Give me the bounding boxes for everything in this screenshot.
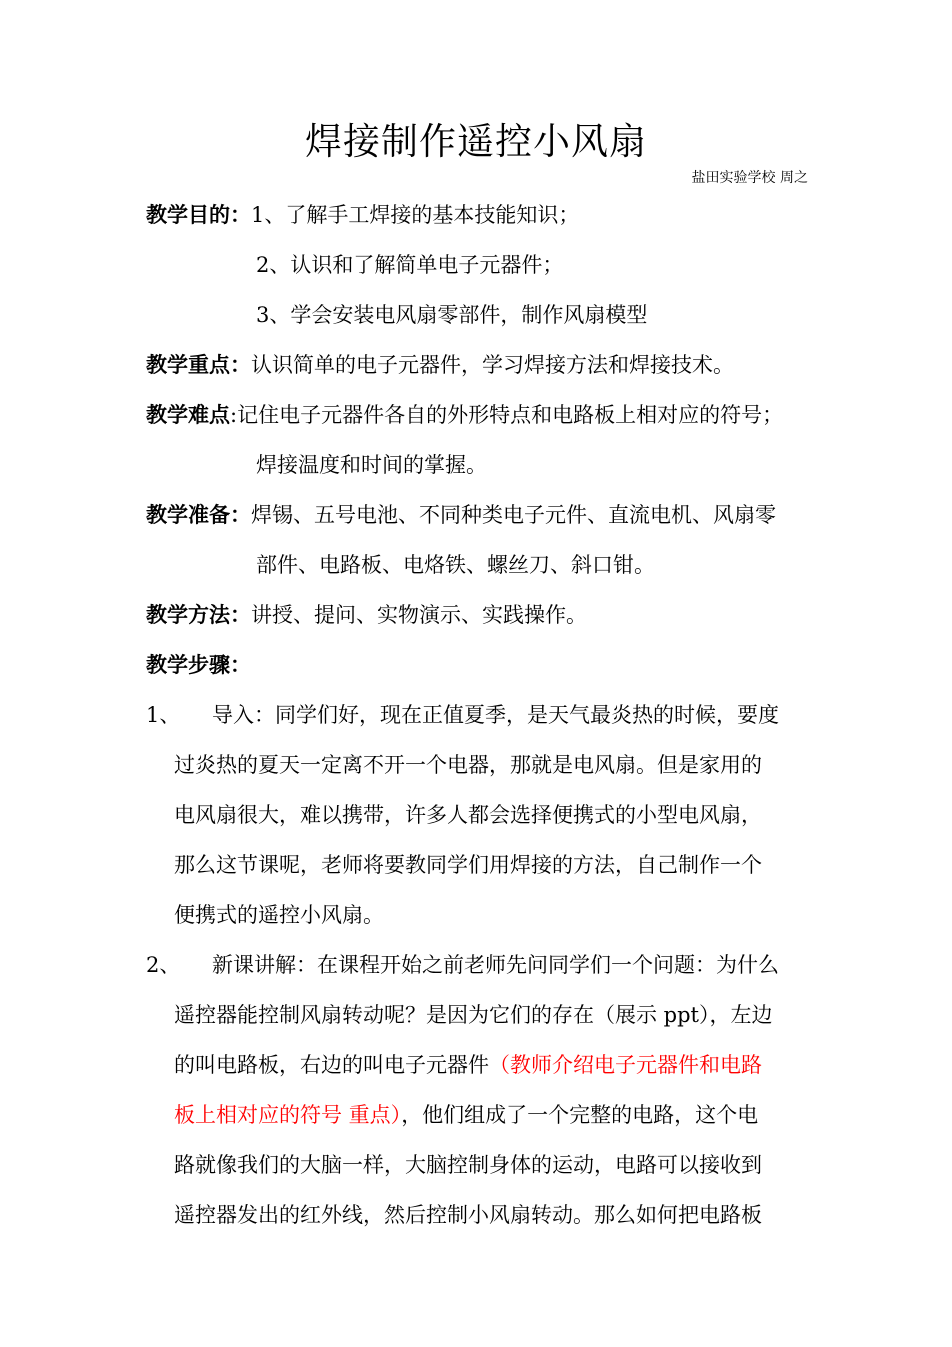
paragraph-line [174,1050,762,1080]
teacher-note-text: （教师介绍电子元器件和电路 [489,1053,762,1077]
key-points-text: 认识简单的电子元器件，学习焊接方法和焊接技术。 [251,353,734,377]
methods-text: 讲授、提问、实物演示、实践操作。 [251,603,587,627]
key-points-line [146,350,734,380]
paragraph-line: 路就像我们的大脑一样，大脑控制身体的运动，电路可以接收到 [174,1153,762,1177]
preparation-label: 教学准备： [146,502,251,527]
objective-item: 3、学会安装电风扇零部件，制作风扇模型 [256,303,648,327]
paragraph-line: 新课讲解：在课程开始之前老师先问同学们一个问题：为什么 [212,953,779,977]
objective-item: 2、认识和了解简单电子元器件； [256,253,564,277]
paragraph-line [174,1100,758,1130]
paragraph-line: 导入：同学们好，现在正值夏季，是天气最炎热的时候，要度 [212,703,779,727]
teacher-note-text: 板上相对应的符号 重点） [174,1103,402,1127]
paragraph-line: 过炎热的夏天一定离不开一个电器，那就是电风扇。但是家用的 [174,753,762,777]
step-number: 1、 [146,703,181,727]
document-title: 焊接制作遥控小风扇 [305,120,647,163]
preparation-text: 部件、电路板、电烙铁、螺丝刀、斜口钳。 [256,553,655,577]
author-line: 盐田实验学校 周之 [691,170,808,186]
preparation-line-1 [146,500,776,530]
objective-item: 1、了解手工焊接的基本技能知识； [251,203,580,227]
preparation-text: 焊锡、五号电池、不同种类电子元件、直流电机、风扇零 [251,503,776,527]
difficulties-line-1 [146,400,783,430]
difficulties-text: 焊接温度和时间的掌握。 [256,453,487,477]
methods-line [146,600,587,630]
objectives-line-1 [146,200,579,230]
paragraph-line: 便携式的遥控小风扇。 [174,903,384,927]
paragraph-line: 电风扇很大，难以携带，许多人都会选择便携式的小型电风扇， [174,803,762,827]
key-points-label: 教学重点： [146,352,251,377]
paragraph-line: 遥控器能控制风扇转动呢？是因为它们的存在（展示 ppt），左边 [174,1003,773,1027]
methods-label: 教学方法： [146,602,251,627]
step-number: 2、 [146,953,181,977]
difficulties-colon: : [230,403,238,427]
difficulties-label: 教学难点 [146,402,230,427]
objectives-label: 教学目的： [146,202,251,227]
paragraph-line: 遥控器发出的红外线，然后控制小风扇转动。那么如何把电路板 [174,1203,762,1227]
steps-label: 教学步骤： [146,652,251,677]
paragraph-text: 的叫电路板，右边的叫电子元器件 [174,1053,489,1077]
paragraph-text: ，他们组成了一个完整的电路，这个电 [401,1103,759,1127]
difficulties-text: 记住电子元器件各自的外形特点和电路板上相对应的符号； [237,403,784,427]
paragraph-line: 那么这节课呢，老师将要教同学们用焊接的方法，自己制作一个 [174,853,762,877]
